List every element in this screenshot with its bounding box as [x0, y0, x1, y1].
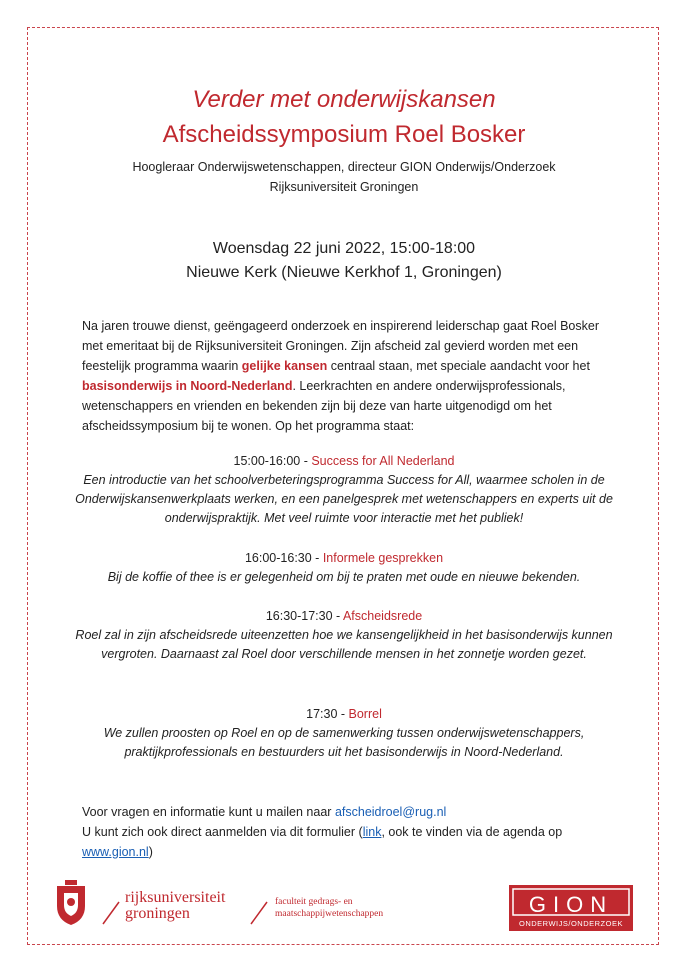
contact-text: Voor vragen en informatie kunt u mailen naar	[82, 805, 335, 819]
program-description: We zullen proosten op Roel en op de samenwerking tussen onderwijswetenschappers, praktijkprofessionals en bestuurders uit het basisonderwijs in Noord-Nederland.	[103, 726, 585, 759]
contact-text: , ook te vinden via de agenda op	[381, 825, 563, 839]
program-name: Success for All Nederland	[311, 454, 455, 468]
program-description: Roel zal in zijn afscheidsrede uiteenzetten hoe we kansengelijkheid in het basisonderwijs kunnen vergroten. Daarnaast zal Roel door verschillende mensen in het zonnetje worden gezet.	[75, 628, 613, 661]
contact-text: U kunt zich ook direct aanmelden via dit formulier (	[82, 825, 363, 839]
program-item	[72, 452, 616, 528]
rug-faculty-logo	[55, 880, 395, 926]
intro-paragraph	[82, 316, 612, 436]
website-link[interactable]: www.gion.nl	[82, 845, 149, 859]
program-name: Afscheidsrede	[342, 609, 423, 623]
contact-text: )	[148, 845, 153, 859]
logo-divider-slash	[103, 902, 119, 924]
program-name: Informele gesprekken	[322, 551, 444, 565]
event-date: Woensdag 22 juni 2022, 15:00-18:00	[212, 240, 476, 257]
highlight-primary-education: basisonderwijs in Noord-Nederland	[82, 379, 293, 393]
program-name: Borrel	[348, 707, 382, 721]
logo-divider-slash	[251, 902, 267, 924]
event-subtitle: Afscheidssymposium Roel Bosker	[162, 121, 526, 148]
program-item	[72, 705, 616, 762]
event-title: Verder met onderwijskansen	[192, 86, 496, 113]
program-item	[72, 607, 616, 664]
program-description: Bij de koffie of thee is er gelegenheid om bij te praten met oude en nieuwe bekenden.	[107, 570, 581, 584]
gion-tagline: ONDERWIJS/ONDERZOEK	[519, 919, 623, 928]
faculty-name-line2: maatschappijwetenschappen	[275, 909, 384, 919]
intro-text: . Leerkrachten en andere onderwijsprofessionals, wetenschappers en vrienden en bekenden zijn bij deze van harte uitgenodigd om het afscheidssymposium bij te wonen. Op het programma staat:	[82, 379, 566, 433]
registration-form-link[interactable]: link	[362, 825, 382, 839]
highlight-equal-chances: gelijke kansen	[241, 359, 328, 373]
program-item	[72, 549, 616, 587]
email-link[interactable]: afscheidroel@rug.nl	[334, 805, 447, 819]
rug-name-line1: rijksuniversiteit	[125, 889, 226, 906]
gion-logo	[509, 885, 633, 931]
program-time: 16:00-16:30 -	[244, 551, 323, 565]
program-time: 15:00-16:00 -	[233, 454, 312, 468]
faculty-name-line1: faculteit gedrags- en	[275, 897, 353, 907]
gion-wordmark: GION	[528, 892, 614, 917]
program-description: Een introductie van het schoolverbeteringsprogramma Success for All, waarmee scholen in de Onderwijskansenwerkplaats werken, en een panelgesprek met wetenschappers en experts uit de onderwijspraktijk. Met veel ruimte voor interactie met het publiek!	[75, 473, 613, 525]
rug-crest-icon	[57, 880, 85, 925]
intro-text: Na jaren trouwe dienst, geëngageerd onderzoek en inspirerend leiderschap gaat Roel Bosker met emeritaat bij de Rijksuniversiteit Groningen. Zijn afscheid zal gevierd worden met een feestelijk programma waarin	[82, 319, 599, 373]
rug-name-line2: groningen	[125, 905, 190, 922]
honoree-position: Hoogleraar Onderwijswetenschappen, directeur GION Onderwijs/Onderzoek	[132, 160, 556, 174]
event-location: Nieuwe Kerk (Nieuwe Kerkhof 1, Groningen)	[186, 264, 502, 281]
program-time: 17:30 -	[306, 707, 349, 721]
university-name: Rijksuniversiteit Groningen	[269, 180, 419, 194]
contact-section	[82, 802, 622, 862]
intro-text: centraal staan, met speciale aandacht voor het	[327, 359, 590, 373]
program-time: 16:30-17:30 -	[265, 609, 343, 623]
